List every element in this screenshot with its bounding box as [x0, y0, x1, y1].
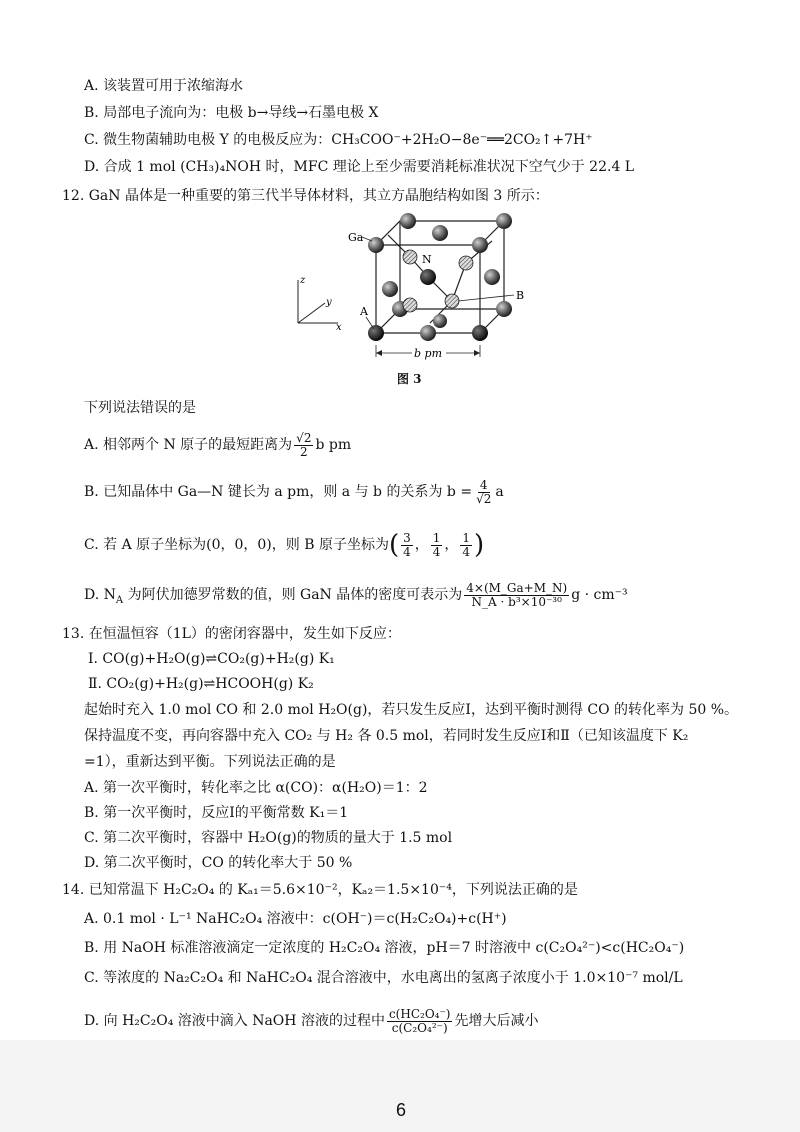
q12-option-b: B. 已知晶体中 Ga—N 键长为 a pm，则 a 与 b 的关系为 b = $\frac{4}{√2}$ a — [84, 477, 504, 506]
q13-option-b: B. 第一次平衡时，反应Ⅰ的平衡常数 K₁＝1 — [84, 805, 349, 821]
q11-option-d: D. 合成 1 mol (CH₃)₄NOH 时，MFC 理论上至少需要消耗标准状况下空气少于 22.4 L — [84, 159, 635, 175]
label-n: N — [422, 253, 432, 266]
q14-option-a: A. 0.1 mol · L⁻¹ NaHC₂O₄ 溶液中：c(OH⁻)＝c(H₂C₂O₄)+c(H⁺) — [84, 911, 507, 927]
axis-y-label: y — [326, 297, 332, 308]
q11-option-b: B. 局部电子流向为：电极 b→导线→石墨电极 X — [84, 105, 379, 121]
dimension-label: b pm — [414, 347, 443, 360]
label-b: B — [516, 289, 525, 302]
q12-option-a: A. 相邻两个 N 原子的最短距离为 $\frac{√2}{2}$ b pm — [84, 430, 352, 459]
crystal-cell-figure — [280, 205, 540, 395]
q13-paragraph-2: 保持温度不变，再向容器中充入 CO₂ 与 H₂ 各 0.5 mol，若同时发生反应Ⅰ和Ⅱ（已知该温度下 K₂ — [84, 728, 689, 744]
q14-option-c: C. 等浓度的 Na₂C₂O₄ 和 NaHC₂O₄ 混合溶液中，水电离出的氢离子浓度小于 1.0×10⁻⁷ mol/L — [84, 970, 683, 986]
figure-caption: 图 3 — [397, 372, 422, 386]
q13-reaction-1: Ⅰ. CO(g)+H₂O(g)⇌CO₂(g)+H₂(g) K₁ — [88, 651, 335, 667]
q14-stem: 14. 已知常温下 H₂C₂O₄ 的 Kₐ₁＝5.6×10⁻²，Kₐ₂＝1.5×10⁻⁴，下列说法正确的是 — [62, 882, 578, 898]
q13-paragraph-1: 起始时充入 1.0 mol CO 和 2.0 mol H₂O(g)，若只发生反应Ⅰ，达到平衡时测得 CO 的转化率为 50 %。 — [84, 702, 739, 718]
q12-stem: 12. GaN 晶体是一种重要的第三代半导体材料，其立方晶胞结构如图 3 所示： — [62, 188, 549, 204]
q14-option-b: B. 用 NaOH 标准溶液滴定一定浓度的 H₂C₂O₄ 溶液，pH＝7 时溶液中 c(C₂O₄²⁻)<c(HC₂O₄⁻) — [84, 940, 685, 956]
q12-question: 下列说法错误的是 — [84, 400, 196, 416]
q14-option-d: D. 向 H₂C₂O₄ 溶液中滴入 NaOH 溶液的过程中 $\frac{\text{c(HC₂O₄⁻)}}{\text{c(C₂O₄²⁻)}}$ 先增大后减小 — [84, 1006, 539, 1035]
q13-reaction-2: Ⅱ. CO₂(g)+H₂(g)⇌HCOOH(g) K₂ — [88, 676, 314, 692]
label-a: A — [360, 305, 368, 318]
q11-option-a: A. 该装置可用于浓缩海水 — [84, 78, 244, 94]
n-atoms — [403, 250, 473, 312]
q13-option-d: D. 第二次平衡时，CO 的转化率大于 50 % — [84, 855, 353, 871]
page-number: 6 — [396, 1100, 407, 1120]
q12-option-d: D. $N_A$ 为阿伏加德罗常数的值，则 GaN 晶体的密度可表示为 $\frac{4\times(M\_Ga+M\_N)}{\text{N\_A · b³×10⁻³⁰}}$ g · cm⁻³ — [84, 580, 628, 609]
q13-option-c: C. 第二次平衡时，容器中 H₂O(g)的物质的量大于 1.5 mol — [84, 830, 453, 846]
axis-z-label: z — [300, 275, 306, 286]
label-ga: Ga — [348, 231, 364, 244]
axis-x-label: x — [336, 322, 342, 333]
q13-paragraph-3: =1），重新达到平衡。下列说法正确的是 — [84, 754, 336, 770]
q13-stem: 13. 在恒温恒容（1L）的密闭容器中，发生如下反应： — [62, 626, 401, 642]
q12-option-c: C. 若 A 原子坐标为(0，0，0)，则 B 原子坐标为( $\frac{3}{4}$ ， $\frac{1}{4}$ ， $\frac{1}{4}$ ) — [84, 530, 485, 560]
q13-option-a: A. 第一次平衡时，转化率之比 α(CO)：α(H₂O)＝1：2 — [84, 780, 428, 796]
q11-option-c: C. 微生物菌辅助电极 Y 的电极反应为：CH₃COO⁻+2H₂O−8e⁻══2CO₂↑+7H⁺ — [84, 132, 593, 148]
axes — [298, 280, 338, 323]
